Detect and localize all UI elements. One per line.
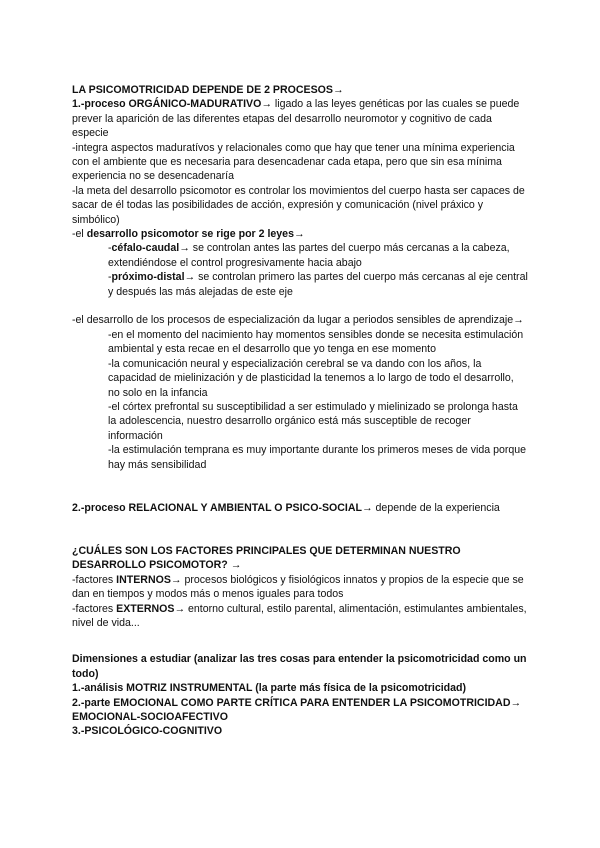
document-body <box>72 83 528 739</box>
factors-internos: -factores INTERNOS→ procesos biológicos y fisiológicos innatos y propios de la especie que se dan en tiempos y modos más o menos iguales para todos <box>72 573 524 601</box>
bullet-meta: -la meta del desarrollo psicomotor es controlar los movimientos del cuerpo hasta ser capaces de sacar de él todas las posibilidades de acción, expresión y comunicación (nivel práxico y simbólico) <box>72 184 525 226</box>
sub-cortex-prefrontal: -el córtex prefrontal su susceptibilidad a ser estimulado y mielinizado se prolonga hasta la adolescencia, nuestro desarrollo orgánico está más susceptible de recoger información <box>108 400 518 442</box>
factors-question: ¿CUÁLES SON LOS FACTORES PRINCIPALES QUE DETERMINAN NUESTRO DESARROLLO PSICOMOTOR? → <box>72 544 461 572</box>
law-cefalo-caudal: -céfalo-caudal→ se controlan antes las partes del cuerpo más cercanas a la cabeza, extendiéndose el control progresivamente hacia abajo <box>108 242 510 269</box>
process-1-heading: 1.-proceso ORGÁNICO-MADURATIVO <box>72 98 262 111</box>
dimension-2: 2.-parte EMOCIONAL COMO PARTE CRÍTICA PARA ENTENDER LA PSICOMOTRICIDAD→ EMOCIONAL-SOCIOAFECTIVO <box>72 696 522 724</box>
sub-nacimiento: -en el momento del nacimiento hay momentos sensibles donde se necesita estimulación ambiental y esta recae en el desarrollo que yo tenga en ese momento <box>108 328 524 356</box>
process-2-paragraph: 2.-proceso RELACIONAL Y AMBIENTAL O PSICO-SOCIAL→ depende de la experiencia <box>72 501 500 514</box>
sub-estimulacion-temprana: -la estimulación temprana es muy importante durante los primeros meses de vida porque hay más sensibilidad <box>108 444 527 471</box>
bullet-periodos-sensibles: -el desarrollo de los procesos de especialización da lugar a periodos sensibles de aprendizaje→ <box>72 314 524 327</box>
bullet-leyes: -el desarrollo psicomotor se rige por 2 leyes→ <box>72 228 305 241</box>
dimensions-title: Dimensiones a estudiar (analizar las tres cosas para entender la psicomotricidad como un todo) <box>72 653 527 680</box>
dimension-1: 1.-análisis MOTRIZ INSTRUMENTAL (la parte más física de la psicomotricidad) <box>72 682 467 695</box>
factors-externos: -factores EXTERNOS→ entorno cultural, estilo parental, alimentación, estimulantes ambientales, nivel de vida... <box>72 602 527 629</box>
law-proximo-distal: -próximo-distal→ se controlan primero las partes del cuerpo más cercanas al eje central y después las más alejadas de este eje <box>108 271 528 298</box>
sub-comunicacion-neural: -la comunicación neural y especialización cerebral se va dando con los años, la capacidad de mielinización y de plasticidad la tenemos a lo largo de todo el desarrollo, no solo en la infancia <box>108 357 514 399</box>
bullet-integra: -integra aspectos maduratívos y relacionales como que hay que tener una mínima experiencia con el ambiente que es necesaria para desencadenar cada etapa, pero que sin esa mínima experiencia no se desencadenaría <box>72 141 515 183</box>
process-2-heading: 2.-proceso RELACIONAL Y AMBIENTAL O PSICO-SOCIAL <box>72 501 362 514</box>
process-1-paragraph: 1.-proceso ORGÁNICO-MADURATIVO→ ligado a las leyes genéticas por las cuales se puede prever la aparición de las diferentes etapas del desarrollo neuromotor y cognitivo de cada especie <box>72 98 520 140</box>
main-heading: LA PSICOMOTRICIDAD DEPENDE DE 2 PROCESOS→ <box>72 84 344 96</box>
dimension-3: 3.-PSICOLÓGICO-COGNITIVO <box>72 725 223 738</box>
